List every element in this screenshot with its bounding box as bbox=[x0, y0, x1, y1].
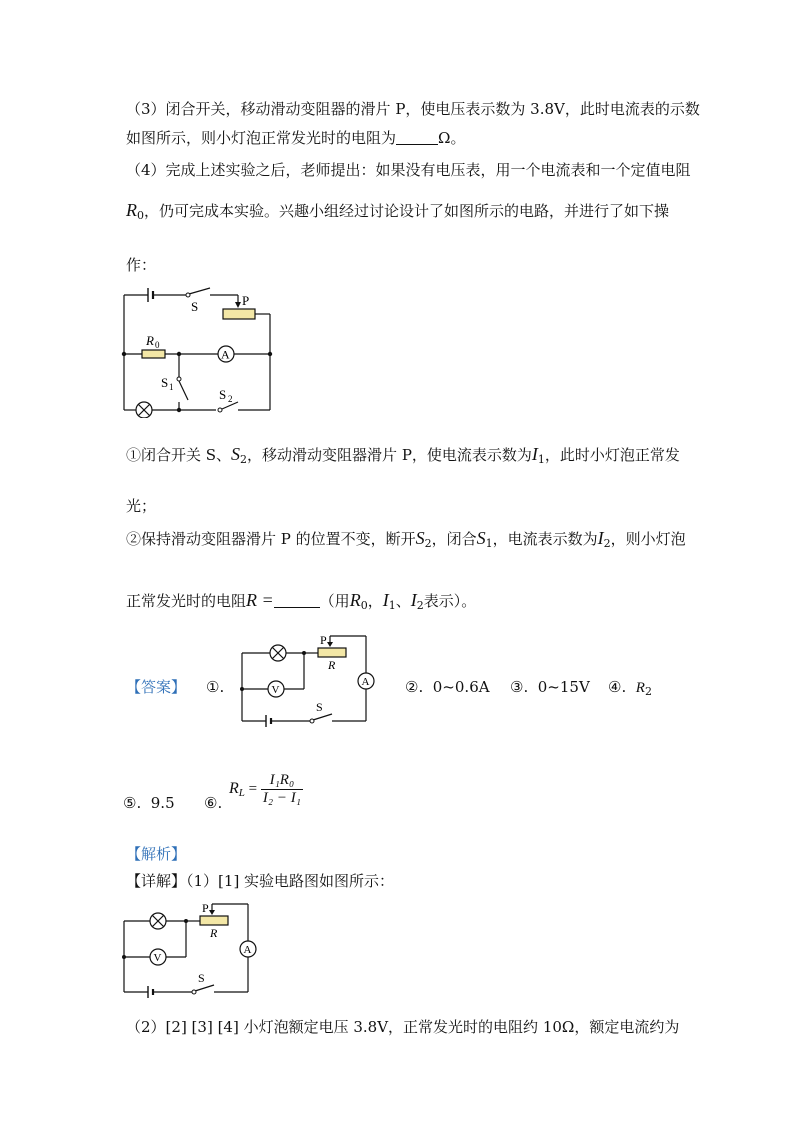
slider-p-label: P bbox=[242, 293, 250, 308]
voltmeter-icon: V bbox=[271, 684, 280, 696]
answer-label: 【答案】 bbox=[126, 678, 187, 696]
voltmeter-icon-ana: V bbox=[153, 952, 162, 964]
r0-label: R bbox=[146, 333, 154, 348]
step1-line1: ①闭合开关 S、$S_2$，移动滑动变阻器滑片 P，使电流表示数为$I_1$，此时小灯泡正常发 bbox=[126, 444, 680, 466]
answer-6-number: ⑥. bbox=[204, 794, 223, 812]
step1-line2: 光； bbox=[126, 497, 157, 515]
answer-2: ②. 0~0.6A bbox=[405, 678, 490, 696]
circuit-diagram-answer bbox=[236, 631, 381, 731]
ammeter-icon: A bbox=[221, 347, 230, 362]
ans-s-label: S bbox=[316, 700, 323, 714]
ans-p-label: P bbox=[320, 633, 327, 647]
switch-s1-label: S bbox=[161, 375, 169, 390]
q4-line2: $R_0$，仍可完成本实验。兴趣小组经过讨论设计了如图所示的电路，并进行了如下操 bbox=[126, 200, 670, 222]
detail-line: 【详解】（1）[1] 实验电路图如图所示： bbox=[126, 872, 395, 890]
s1-sub: 1 bbox=[169, 382, 174, 392]
ana-r-label: R bbox=[210, 926, 218, 940]
q4-line3: 作： bbox=[126, 256, 157, 274]
ana-s-label: S bbox=[198, 971, 205, 985]
r0-sub: 0 bbox=[155, 340, 160, 350]
answer-blank[interactable] bbox=[396, 132, 438, 145]
analysis-label: 【解析】 bbox=[126, 845, 187, 863]
circuit-diagram-analysis bbox=[118, 899, 263, 999]
step2-line1: ②保持滑动变阻器滑片 P 的位置不变，断开$S_2$，闭合$S_1$，电流表示数为$I_2$，则小灯泡 bbox=[126, 528, 686, 550]
answer-6-formula: $R_L$ = $\frac{\text{I₁R₀}}{\text{I₂ − I₁}}$ bbox=[229, 772, 301, 806]
step2-line2: 正常发光时的电阻R = （用$R_0$，$I_1$、$I_2$表示）。 bbox=[126, 590, 477, 612]
ammeter-icon-ans: A bbox=[361, 676, 370, 688]
s2-sub: 2 bbox=[228, 394, 233, 404]
switch-s-label: S bbox=[191, 299, 199, 314]
q3-line2: 如图所示，则小灯泡正常发光时的电阻为 Ω。 bbox=[126, 129, 466, 147]
q3-line1: （3）闭合开关，移动滑动变阻器的滑片 P，使电压表示数为 3.8V，此时电流表的示数 bbox=[126, 100, 700, 118]
ans-r-label: R bbox=[328, 658, 336, 672]
analysis-q2: （2）[2] [3] [4] 小灯泡额定电压 3.8V，正常发光时的电阻约 10Ω，额定电流约为 bbox=[126, 1018, 680, 1036]
circuit-diagram-1 bbox=[118, 283, 283, 418]
answer-n1: ①. bbox=[206, 678, 225, 696]
answer-5: ⑤. 9.5 bbox=[123, 794, 175, 812]
ammeter-icon-ana: A bbox=[243, 944, 252, 956]
q4-line1: （4）完成上述实验之后，老师提出：如果没有电压表，用一个电流表和一个定值电阻 bbox=[126, 161, 691, 179]
answer-blank-2[interactable] bbox=[274, 595, 320, 608]
answer-3: ③. 0~15V bbox=[510, 678, 590, 696]
answer-4: ④. $R_2$ bbox=[608, 678, 652, 698]
ana-p-label: P bbox=[202, 901, 209, 915]
switch-s2-label: S bbox=[219, 387, 227, 402]
